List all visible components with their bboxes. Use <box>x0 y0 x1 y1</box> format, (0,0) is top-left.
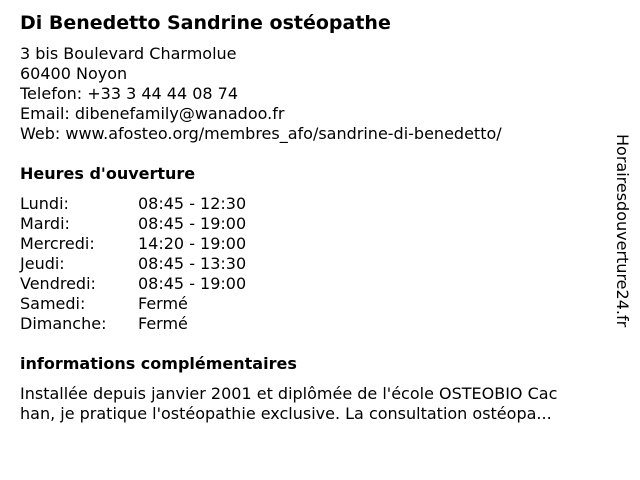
phone-number: Telefon: +33 3 44 44 08 74 <box>20 84 239 103</box>
website-url: Web: www.afosteo.org/membres_afo/sandrine-di-benedetto/ <box>20 124 502 143</box>
time-value: 08:45 - 19:00 <box>138 214 247 233</box>
business-title: Di Benedetto Sandrine ostéopathe <box>20 12 391 34</box>
contact-block <box>20 44 502 144</box>
additional-info-heading: informations complémentaires <box>20 354 297 373</box>
day-label: Vendredi: <box>20 274 96 293</box>
email-address: Email: dibenefamily@wanadoo.fr <box>20 104 285 123</box>
day-label: Samedi: <box>20 294 86 313</box>
time-value: 08:45 - 13:30 <box>138 254 247 273</box>
time-value: 08:45 - 12:30 <box>138 194 247 213</box>
info-line: Installée depuis janvier 2001 et diplômée de l'école OSTEOBIO Cac <box>20 384 558 403</box>
address-street: 3 bis Boulevard Charmolue <box>20 44 237 63</box>
address-city: 60400 Noyon <box>20 64 128 83</box>
time-value: Fermé <box>138 294 188 313</box>
time-value: 14:20 - 19:00 <box>138 234 247 253</box>
opening-hours-heading: Heures d'ouverture <box>20 164 196 183</box>
site-watermark: Horairesdouverture24.fr <box>613 134 632 328</box>
day-label: Lundi: <box>20 194 69 213</box>
additional-info-text <box>20 384 620 424</box>
day-label: Jeudi: <box>20 254 65 273</box>
day-label: Dimanche: <box>20 314 107 333</box>
time-value: Fermé <box>138 314 188 333</box>
info-line: han, je pratique l'ostéopathie exclusive. La consultation ostéopa... <box>20 404 552 423</box>
time-value: 08:45 - 19:00 <box>138 274 247 293</box>
day-label: Mardi: <box>20 214 70 233</box>
day-label: Mercredi: <box>20 234 95 253</box>
